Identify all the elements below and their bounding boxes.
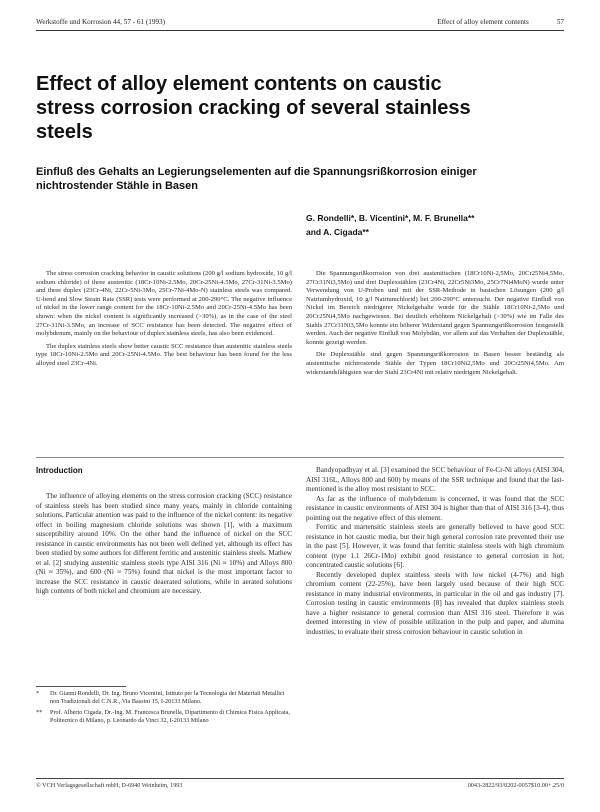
footnote-divider — [36, 686, 126, 687]
section-heading: Introduction — [36, 466, 83, 475]
body-column-left — [36, 492, 292, 597]
abstract-german — [306, 270, 564, 381]
footer-divider — [36, 778, 564, 779]
authors-line-1: G. Rondelli*, B. Vicentini*, M. F. Brunella** — [306, 213, 475, 223]
page-number: 57 — [556, 18, 564, 26]
authors-line-2: and A. Cigada** — [306, 227, 369, 237]
article-subtitle-german: Einfluß des Gehalts an Legierungselementen auf die Spannungsrißkorrosion einiger nichtrostender Stähle in Basen — [36, 166, 477, 192]
journal-citation: Werkstoffe und Korrosion 44, 57 - 61 (1993) — [36, 18, 166, 26]
abstract-de-paragraph-2: Die Duplexstähle sind gegen Spannungsrißkorrosion in Basen besser beständig als austenitische nichtrostende Stähle der Typen 18Cr10Ni2,5Mo und 20Cr25Ni4,5Mo. Am widerstandsfähigsten war der Stahl 23Cr4Ni mit relativ niedrigem Nickelgehalt. — [306, 351, 564, 376]
footnote-2 — [36, 709, 292, 725]
section-divider — [36, 457, 564, 458]
author-list — [306, 211, 576, 239]
abstract-english — [36, 270, 292, 373]
short-title: Effect of alloy element contents — [437, 18, 529, 26]
intro-paragraph-1: The influence of alloying elements on the stress corrosion cracking (SCC) resistance of stainless steels has been studied since many years, mainly in chloride containing solutions. Particular attention was paid to the influence of the nickel content: its negative effect in boiling magnesium chloride solutions was shown [1], with a maximum susceptibility around 10%. On the other hand the influence of nickel on the SCC resistance in caustic environments has not been well defined yet, although its effect has been studied by some authors for different ferritic and austenitic stainless steels. Mathew et al. [2] studying austenitic stainless steels type AISI 316 (Ni ≈ 10%) and Alloys 800 (Ni ≈ 35%), and 600 (Ni ≈ 75%) found that nickel is the most important factor to increase the SCC resistance in caustic deaerated solutions, while in aerated solutions high contents of both nickel and chromium are necessary. — [36, 492, 292, 595]
publisher-copyright: © VCH Verlagsgesellschaft mbH, D-6940 Weinheim, 1993 — [36, 782, 183, 789]
issn-code: 0043-2822/93/0202-0057$10.00+.25/0 — [467, 782, 564, 789]
intro-paragraph-4: Ferritic and martensitic stainless steels are generally believed to have good SCC resistance in hot caustic media, but their high general corrosion rate prevented their use in the past [5]. However, it was found that ferritic stainless steels with high chromium content (type 1.1 26Cr-1Mo) exhibit good resistance to general corrosion in hot, concentrated caustic solutions [6]. — [306, 523, 564, 569]
footnote-marker: ** — [36, 709, 43, 716]
body-column-right — [306, 466, 564, 637]
abstract-de-paragraph-1: Die Spannungsrißkorrosion von drei austenitischen (18Cr10Ni-2,5Mo, 20Cr25Ni4,5Mo, 27Cr31Ni3,5Mo) und drei Duplexstählen (23Cr4Ni, 22Cr5Ni3Mo, 25Cr7Ni4MoN) wurde unter Verwendung von U-Proben und mit der SSR-Methode in basischen Lösungen (200 g/l Natriumhydroxid, 10 g/l Natriumchlorid) bei 200-290°C untersucht. Der negative Einfluß von Nickel im Bereich niedrigerer Nickelgehalte wurde für die Stähle 18Cr10Ni-2,5Mo und 20Cr25Ni4,5Mo nachgewiesen. Bei deutlich erhöhtem Nickelgehalt (>30%) wie im Falle des Stahls 27Cr31Ni3,5Mo konnte ein höherer Widerstand gegen Spannungsrißkorrosion festgestellt werden. Auch der negative Einfluß von Molybdän, vor allem auf das Verhalten der Duplexstähle, konnte gezeigt werden. — [306, 270, 564, 346]
intro-paragraph-5: Recently developed duplex stainless steels with low nickel (4-7%) and high chromium content (22-25%), have been largely used because of their high SCC resistance in many industrial environments, in particular in the oil and gas industry [7]. Corrosion testing in caustic environments [8] has revealed that duplex stainless steels have a higher resistance to general corrosion than AISI 316 steel. Therefore it was deemed interesting in view of possible utilization in the pulp and paper, and alumina industries, to evaluate their stress corrosion behaviour in caustic solution in — [306, 570, 564, 636]
abstract-en-paragraph-1: The stress corrosion cracking behavior in caustic solutions (200 g/l sodium hydroxide, 10 g/l sodium chloride) of three austenitic (18Cr-10Ni-2.5Mo, 20Cr-25Ni-4.5Mo, 27Cr-31Ni-3.5Mo) and three duplex (23Cr-4Ni, 22Cr-5Ni-3Mo, 25Cr-7Ni-4Mo-N) stainless steels was compared. U-bend and Slow Strain Rate (SSR) tests were performed at 200-290°C. The negative influence of nickel in the lower range content for the 18Cr-10Ni-2.5Mo and 20Cr-25Ni-4.5Mo has been shown: when the nickel content is significantly increased (>30%), as in the case of the steel 27Cr-31Ni-3.5Mo, an increase of SCC resistance has been detected. The negative effect of molybdenum, mainly on the behaviour of duplex stainless steels, has also been evidenced. — [36, 270, 292, 338]
abstract-en-paragraph-2: The duplex stainless steels show better caustic SCC resistance than austenitic stainless steels type 18Cr-10Ni-2.5Mo and 20Cr-25Ni-4.5Mo. The best behaviour has been found for the less alloyed steel 23Cr-4Ni. — [36, 342, 292, 367]
intro-paragraph-2: Bandyopadhyay et al. [3] examined the SCC behaviour of Fe-Cr-Ni alloys (AISI 304, AISI 316L, Alloys 800 and 600) by means of the SSR technique and found that the last-mentioned is the alloy most resistant to SCC. — [306, 466, 564, 493]
footnote-text: Dr. Gianni Rondelli, Dr. Ing. Bruno Vicentini, Istituto per la Tecnologia dei Materiali Metallici non Tradizionali del C.N.R., Via Bassini 15, I-20133 Milano. — [50, 690, 285, 705]
intro-paragraph-3: As far as the influence of molybdenum is concerned, it was found that the SCC resistance in caustic environments of AISI 304 is higher than that of AISI 316 [3-4], thus pointing out the negative effect of this element. — [306, 494, 564, 522]
footnote-text: Prof. Alberto Cigada, Dr.-Ing. M. Francesca Brunella, Dipartimento di Chimica Fisica Applicata, Politecnico di Milano, p. Leonardo da Vinci 32, I-20133 Milano — [50, 709, 290, 724]
footnote-marker: * — [36, 690, 40, 697]
article-title: Effect of alloy element contents on caustic stress corrosion cracking of several stainless steels — [36, 73, 471, 143]
header-divider — [36, 30, 564, 31]
running-head-right — [437, 18, 564, 26]
footnote-1 — [36, 690, 292, 706]
footnotes — [36, 690, 292, 728]
